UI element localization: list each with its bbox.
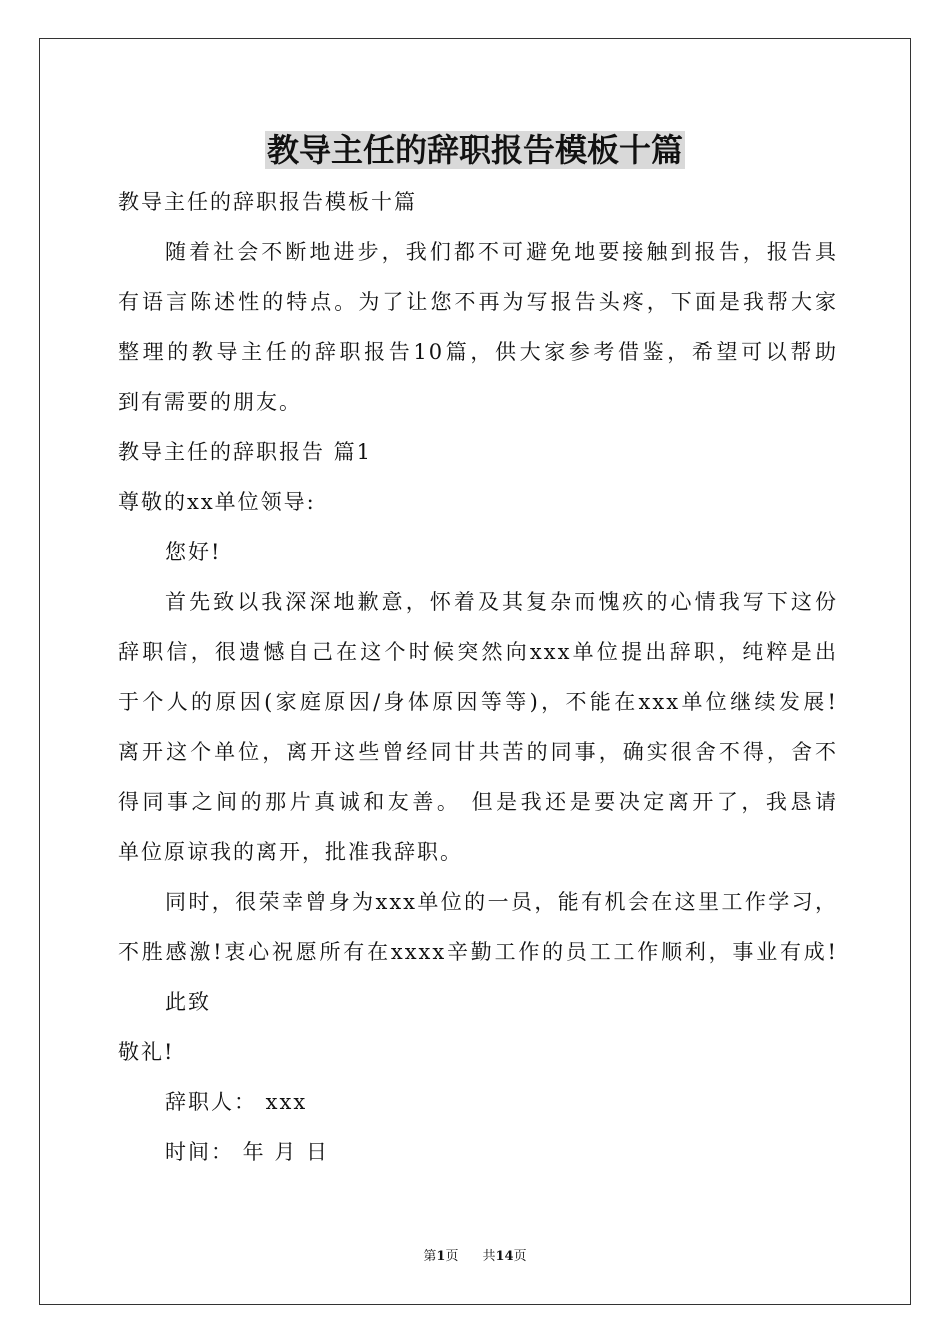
footer-page-number: 1: [436, 1249, 446, 1264]
text-line: 时间： 年 月 日: [165, 1140, 330, 1164]
text-line: 此致: [165, 990, 211, 1014]
text-line: 随着社会不断地进步，我们都不可避免地要接触到报告，报告具: [165, 240, 838, 264]
text-line: 教导主任的辞职报告模板十篇: [118, 190, 417, 214]
text-line: 敬礼!: [118, 1040, 175, 1064]
text-line: 辞职人： xxx: [165, 1090, 308, 1114]
text-line: 您好!: [165, 540, 222, 564]
document-title: [0, 128, 950, 172]
text-line: 整理的教导主任的辞职报告10篇，供大家参考借鉴，希望可以帮助: [118, 340, 838, 364]
text-line: 教导主任的辞职报告 篇1: [118, 440, 373, 464]
text-line: 有语言陈述性的特点。为了让您不再为写报告头疼，下面是我帮大家: [118, 290, 838, 314]
text-line: 不胜感激!衷心祝愿所有在xxxx辛勤工作的员工工作顺利，事业有成!: [118, 940, 838, 964]
text-line: 尊敬的xx单位领导:: [118, 490, 316, 514]
footer-total-pages: 14: [495, 1249, 514, 1264]
text-line: 辞职信，很遗憾自己在这个时候突然向xxx单位提出辞职，纯粹是出: [118, 640, 838, 664]
footer-total-suffix: 页: [513, 1249, 527, 1264]
text-line: 首先致以我深深地歉意，怀着及其复杂而愧疚的心情我写下这份: [165, 590, 838, 614]
text-line: 同时，很荣幸曾身为xxx单位的一员，能有机会在这里工作学习，: [165, 890, 838, 914]
page-footer: [0, 1248, 950, 1266]
text-line: 离开这个单位，离开这些曾经同甘共苦的同事，确实很舍不得，舍不: [118, 740, 838, 764]
text-line: 得同事之间的那片真诚和友善。 但是我还是要决定离开了，我恳请: [118, 790, 838, 814]
text-line: 单位原谅我的离开，批准我辞职。: [118, 840, 463, 864]
document-title-text: 教导主任的辞职报告模板十篇: [266, 131, 683, 169]
footer-page-prefix: 第: [423, 1249, 437, 1264]
document-body: [118, 177, 838, 1177]
text-line: 于个人的原因(家庭原因/身体原因等等)，不能在xxx单位继续发展!: [118, 690, 838, 714]
footer-page-suffix: 页: [445, 1249, 459, 1264]
text-line: 到有需要的朋友。: [118, 390, 302, 414]
footer-total-prefix: 共: [482, 1249, 496, 1264]
